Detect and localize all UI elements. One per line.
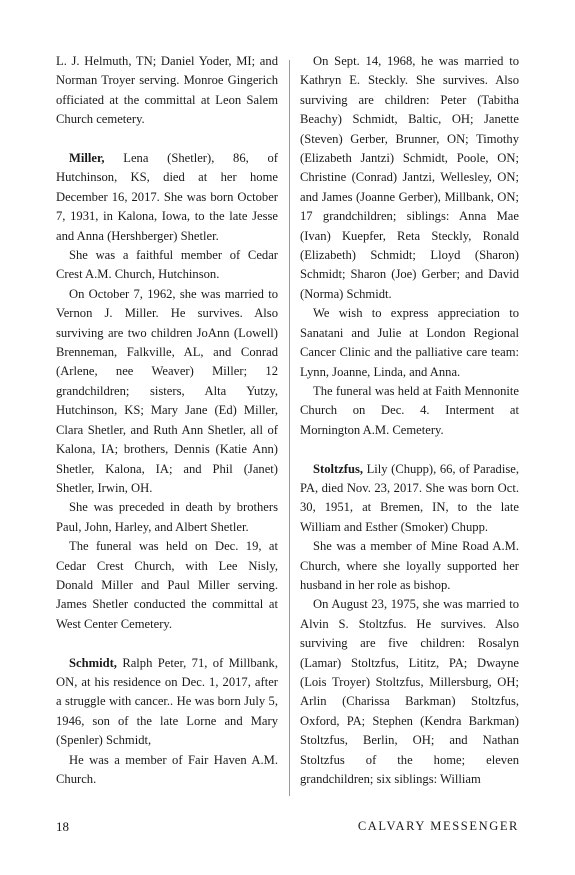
obituary-lead-text: Ralph Peter, 71, of Millbank, ON, at his residence on Dec. 1, 2017, after a struggle with cancer.. He was born July 5, 1946, son of the late Lorne and Mary (Spenler) Schmidt, bbox=[56, 655, 278, 748]
paragraph: She was a faithful member of Cedar Crest A.M. Church, Hutchinson. bbox=[56, 248, 278, 282]
obituary-heading-paragraph bbox=[56, 149, 278, 246]
obituary-name: Schmidt, bbox=[69, 655, 117, 670]
paragraph: He was a member of Fair Haven A.M. Church. bbox=[56, 752, 278, 786]
running-head: CALVARY MESSENGER bbox=[357, 819, 519, 833]
obituary-heading-paragraph bbox=[56, 654, 278, 751]
page-number: 18 bbox=[56, 819, 69, 834]
obituary-lead-text: Lena (Shetler), 86, of Hutchinson, KS, died at her home December 16, 2017. She was born October 7, 1931, in Kalona, Iowa, to the late Jesse and Anna (Hershberger) Shetler. bbox=[56, 151, 278, 243]
obituary-heading-paragraph bbox=[300, 460, 519, 538]
obituary-lead-text: Lily (Chupp), 66, of Paradise, PA, died Nov. 23, 2017. She was born Oct. 30, 1951, at Bremen, IN, to the late William and Esther (Smoker) Chupp. bbox=[300, 461, 519, 534]
paragraph: She was a member of Mine Road A.M. Church, where she loyally supported her husband in her role as bishop. bbox=[300, 539, 519, 592]
obituary-name: Stoltzfus, bbox=[313, 461, 364, 476]
paragraph: The funeral was held at Faith Mennonite Church on Dec. 4. Interment at Mornington A.M. Cemetery. bbox=[300, 383, 519, 437]
paragraph: The funeral was held on Dec. 19, at Cedar Crest Church, with Lee Nisly, Donald Miller and Paul Miller serving. James Shetler conducted the committal at West Center Cemetery. bbox=[56, 539, 278, 631]
continued-paragraph: L. J. Helmuth, TN; Daniel Yoder, MI; and Norman Troyer serving. Monroe Gingerich officiated at the committal at Leon Salem Church cemetery. bbox=[56, 54, 278, 127]
obituary-name: Miller, bbox=[69, 151, 105, 166]
paragraph: On Sept. 14, 1968, he was married to Kathryn E. Steckly. She survives. Also surviving are children: Peter (Tabitha Beachy) Schmidt, Baltic, OH; Janette (Steven) Gerber, Brunner, ON; Timothy (Elizabeth Jantzi) Schmidt, Poole, ON; Christine (Conrad) Jantzi, Wellesley, ON; and James (Joanne Gerber), Millbank, ON; 17 grandchildren; siblings: Anna Mae (Ivan) Kuepfer, Reta Steckly, Ronald (Elizabeth) Schmidt; Lloyd (Sharon) Schmidt; Sharon (Joe) Gerber; and David (Norma) Schmidt. bbox=[300, 54, 519, 301]
paragraph: She was preceded in death by brothers Paul, John, Harley, and Albert Shetler. bbox=[56, 500, 278, 534]
paragraph: On October 7, 1962, she was married to Vernon J. Miller. He survives. Also surviving are two children JoAnn (Lowell) Brenneman, Falkville, AL, and Conrad (Arlene, nee Weaver) Miller; 12 grandchildren; sisters, Alta Yutzy, Hutchinson, KS; Mary Jane (Ed) Miller, Clara Shetler, and Ruth Ann Shetler, all of Kalona, IA; brothers, Dennis (Katie Ann) Shetler, Kalona, IA; and Phil (Janet) Shetler, Irwin, OH. bbox=[56, 286, 278, 495]
paragraph: On August 23, 1975, she was married to Alvin S. Stoltzfus. He survives. Also surviving are five children: Rosalyn (Lamar) Stoltzfus, Lititz, PA; Dwayne (Lois Troyer) Stoltzfus, Millersburg, OH; Arlin (Charissa Barkman) Stoltzfus, Oxford, PA; Stephen (Kendra Barkman) Stoltzfus, Berlin, OH; and Nathan Stoltzfus of the home; eleven grandchildren; six siblings: William bbox=[300, 597, 519, 787]
right-column bbox=[300, 52, 519, 789]
paragraph: We wish to express appreciation to Sanatani and Julie at London Regional Cancer Clinic and the palliative care team: Lynn, Joanne, Linda, and Anna. bbox=[300, 306, 519, 379]
column-divider bbox=[289, 60, 290, 796]
left-column bbox=[56, 52, 278, 789]
